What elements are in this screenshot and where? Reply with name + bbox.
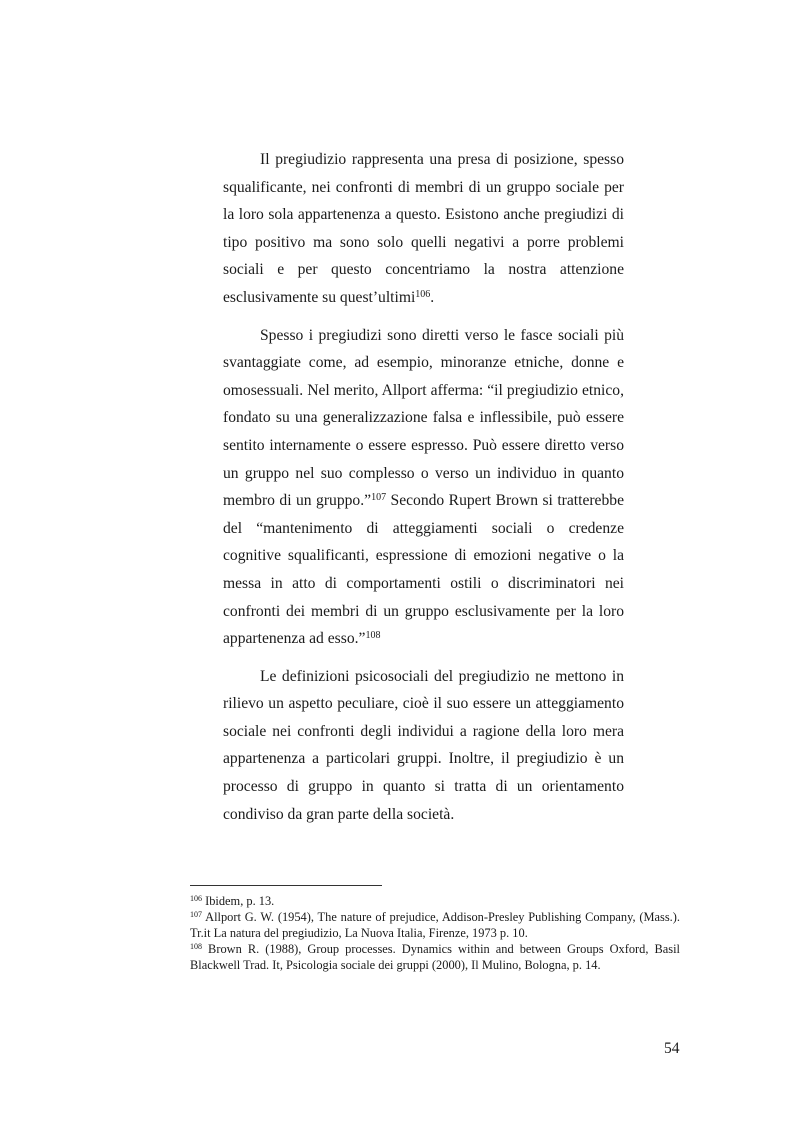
page-number: 54 [664, 1040, 680, 1057]
footnote-text: Allport G. W. (1954), The nature of prejudice, Addison-Presley Publishing Company, (Mass.). Tr.it La natura del pregiudizio, La Nuova Italia, Firenze, 1973 p. 10. [190, 910, 680, 940]
footnote-106 [190, 893, 680, 909]
footnote-number: 108 [190, 942, 202, 951]
paragraph-1 [223, 146, 624, 312]
footnote-number: 106 [190, 894, 202, 903]
paragraph-text: Il pregiudizio rappresenta una presa di posizione, spesso squalificante, nei confronti di membri di un gruppo sociale per la loro sola appartenenza a questo. Esistono anche pregiudizi di tipo positivo ma sono solo quelli negativi a porre problemi sociali e per questo concentriamo la nostra attenzione esclusivamente su quest’ultimi [223, 151, 624, 306]
footnote-number: 107 [190, 910, 202, 919]
footnote-text: Ibidem, p. 13. [202, 894, 275, 908]
paragraph-text: Le definizioni psicosociali del pregiudizio ne mettono in rilievo un aspetto peculiare, cioè il suo essere un atteggiamento sociale nei confronti degli individui a ragione della loro mera appartenenza a particolari gruppi. Inoltre, il pregiudizio è un processo di gruppo in quanto si tratta di un orientamento condiviso da gran parte della società. [223, 667, 624, 823]
footnote-108 [190, 941, 680, 973]
paragraph-text: Spesso i pregiudizi sono diretti verso le fasce sociali più svantaggiate come, ad esempio, minoranze etniche, donne e omosessuali. Nel merito, Allport afferma: “il pregiudizio etnico, fondato su una generalizzazione falsa e inflessibile, può essere sentito internamente o essere espresso. Può essere diretto verso un gruppo nel suo complesso o verso un individuo in quanto membro di un gruppo.” [223, 326, 624, 510]
body-text [223, 146, 624, 838]
footnote-ref-106[interactable]: 106 [415, 288, 431, 300]
footnotes [190, 893, 680, 973]
footnote-ref-107[interactable]: 107 [371, 492, 387, 504]
paragraph-text: Secondo Rupert Brown si tratterebbe del “mantenimento di atteggiamenti sociali o credenze cognitive squalificanti, espressione di emozioni negative o la messa in atto di comportamenti ostili o discriminatori nei confronti dei membri di un gruppo esclusivamente per la loro appartenenza ad esso.” [223, 492, 624, 648]
footnote-107 [190, 909, 680, 941]
footnote-text: Brown R. (1988), Group processes. Dynamics within and between Groups Oxford, Basil Blackwell Trad. It, Psicologia sociale dei gruppi (2000), Il Mulino, Bologna, p. 14. [190, 942, 680, 972]
footnote-ref-108[interactable]: 108 [365, 630, 381, 642]
paragraph-3 [223, 663, 624, 829]
footnote-separator [190, 885, 382, 886]
paragraph-text: . [430, 288, 435, 306]
paragraph-2 [223, 322, 624, 653]
